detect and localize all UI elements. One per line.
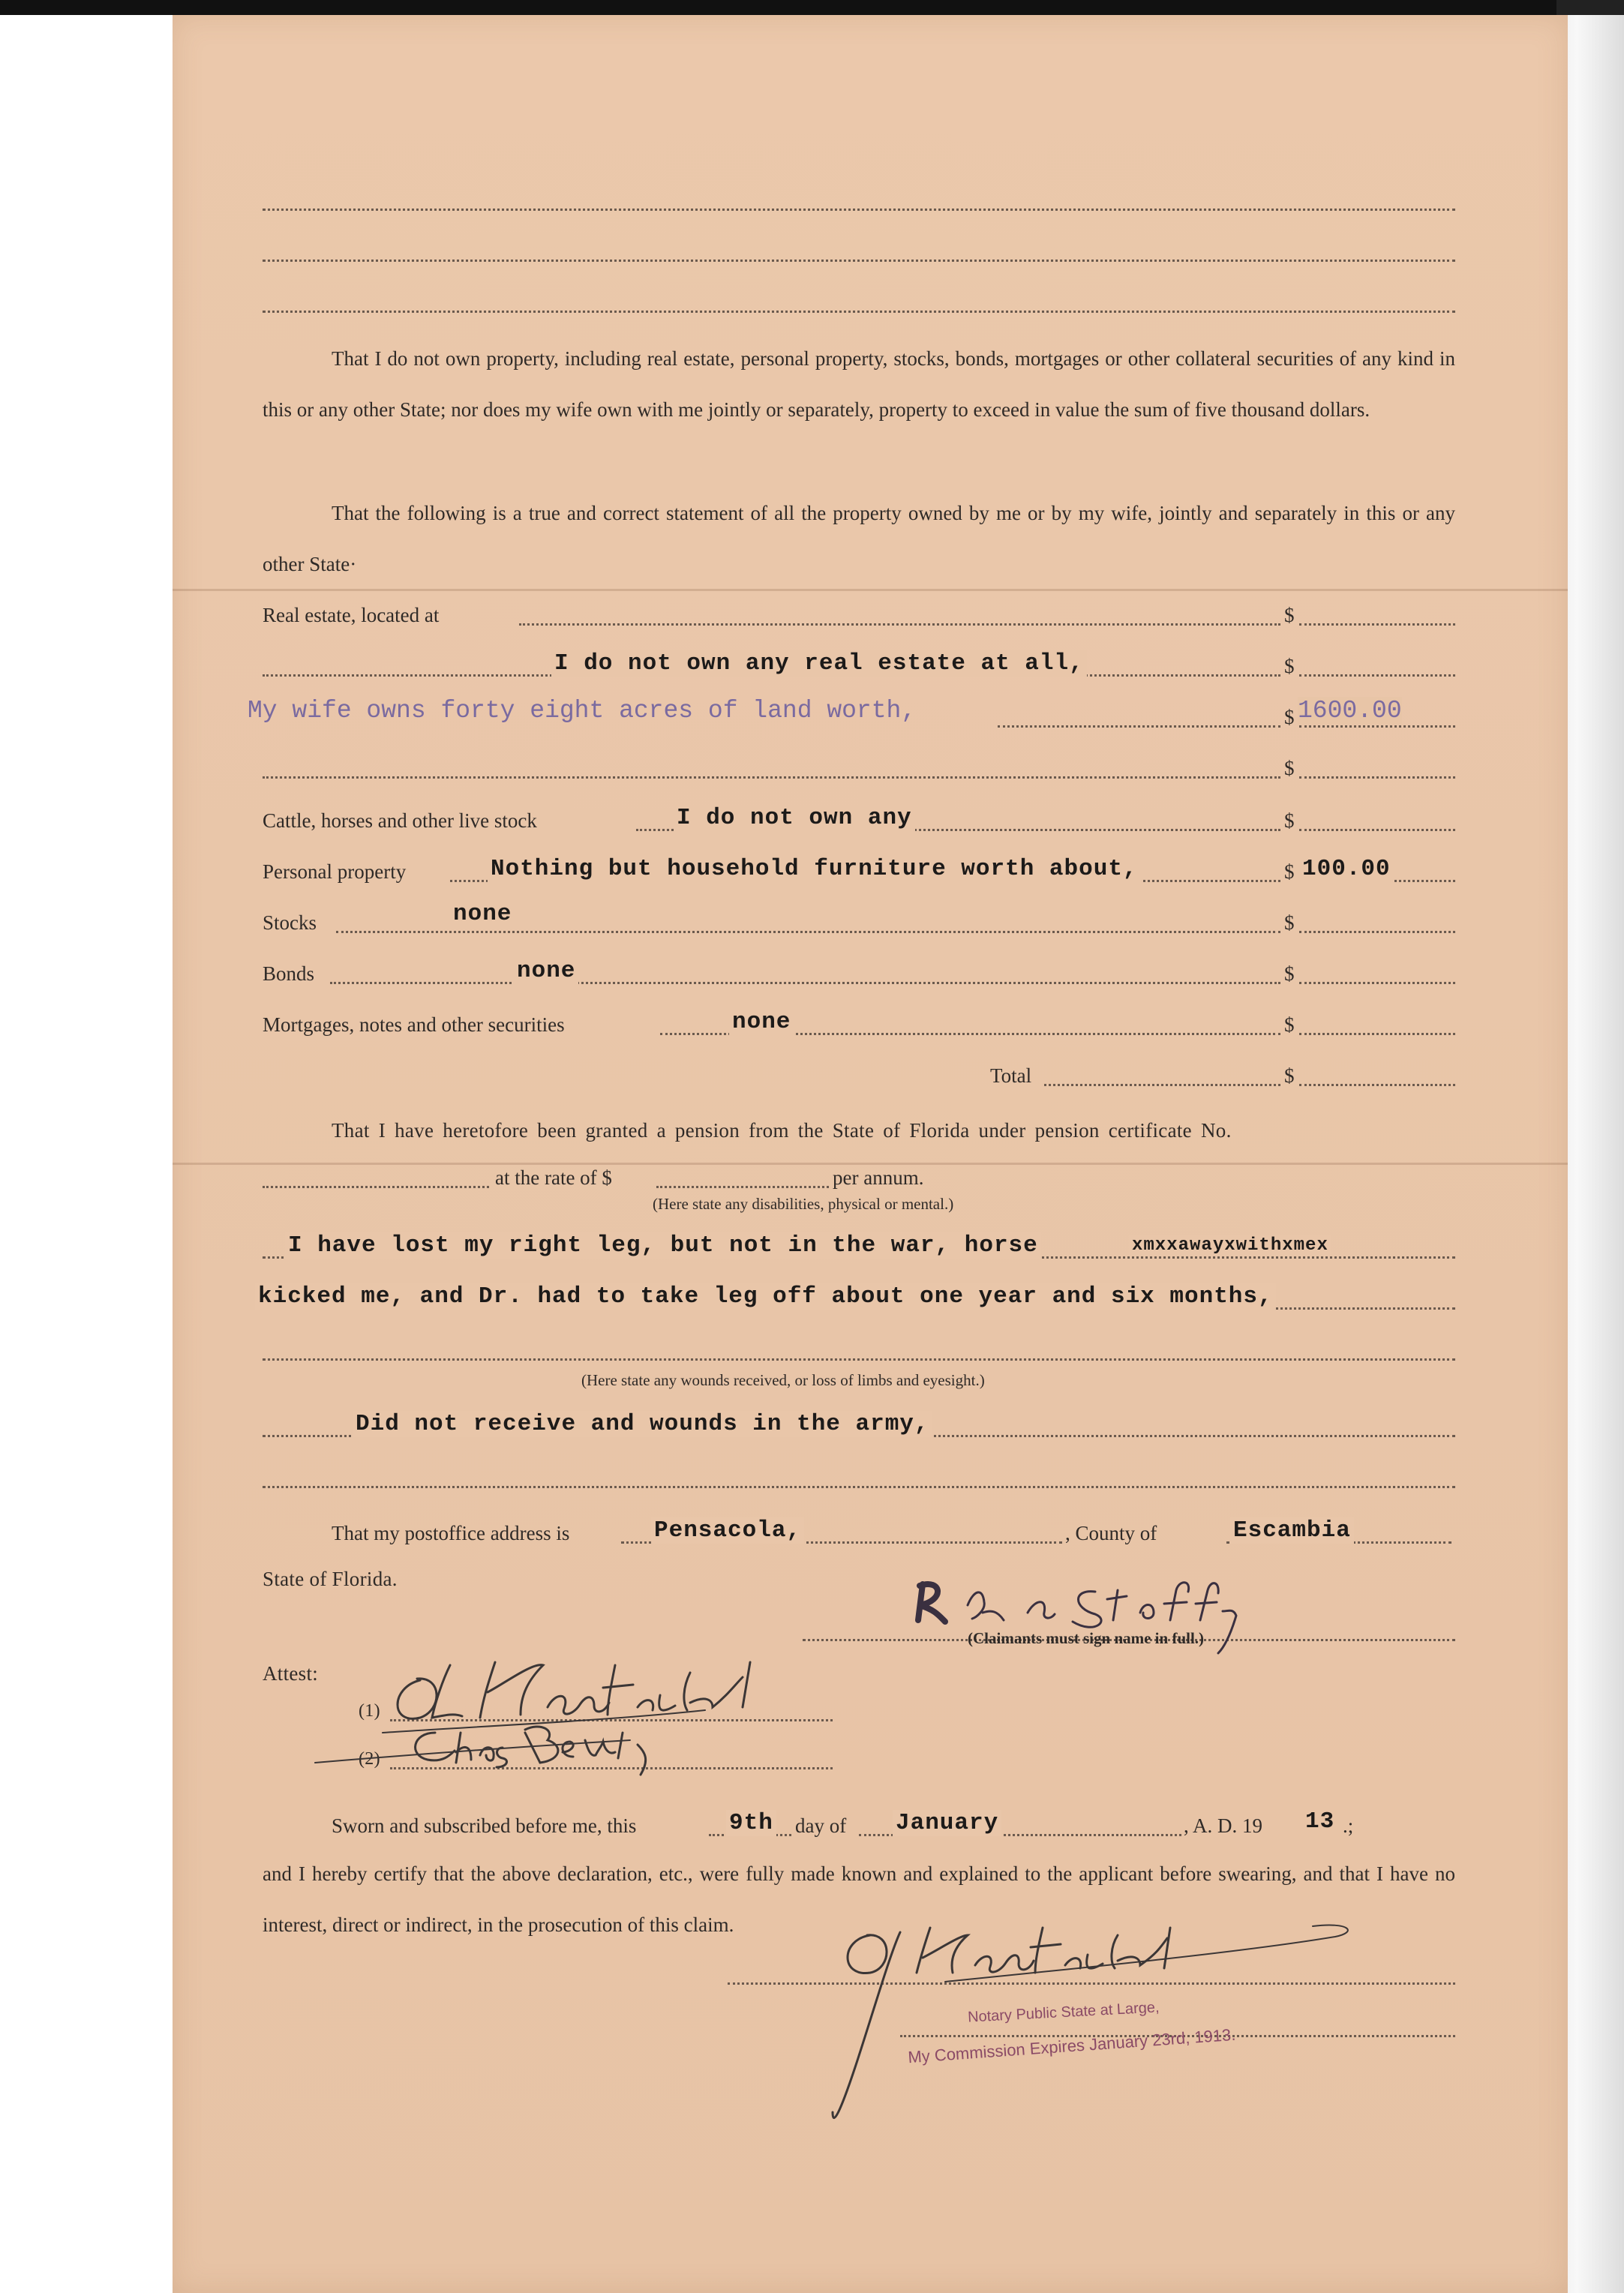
livestock-value: I do not own any — [674, 805, 915, 831]
claimant-hint: (Claimants must sign name in full.) — [968, 1629, 1205, 1647]
disability-text-2: kicked me, and Dr. had to take leg off about one year and six months, — [255, 1283, 1276, 1310]
bonds-row: Bonds none $ — [263, 957, 1455, 987]
attest-number-2: (2) — [359, 1749, 380, 1769]
rate-prefix: at the rate of $ — [495, 1166, 612, 1189]
attest-label: Attest: — [263, 1662, 319, 1685]
attest-line-2 — [390, 1767, 833, 1769]
disability-hint: (Here state any disabilities, physical or mental.) — [653, 1195, 954, 1213]
county-label: , County of — [1065, 1522, 1157, 1544]
personal-property-value: Nothing but household furniture worth about, — [488, 856, 1141, 882]
stocks-label: Stocks — [263, 911, 317, 934]
real-estate-label: Real estate, located at — [263, 604, 440, 626]
real-estate-row: Real estate, located at $ — [263, 599, 1455, 629]
scan-top-edge — [0, 0, 1624, 15]
rate-row — [263, 1161, 1455, 1191]
rate-suffix: per annum. — [833, 1166, 924, 1189]
disability-line-1 — [263, 1232, 1455, 1262]
livestock-label: Cattle, horses and other live stock — [263, 809, 537, 832]
attest-number-1: (1) — [359, 1701, 380, 1721]
blank-line — [263, 311, 1455, 313]
blank-line — [263, 209, 1455, 211]
wife-land-line: My wife owns forty eight acres of land worth, $ 1600.00 — [263, 701, 1455, 731]
sworn-day: 9th — [726, 1810, 776, 1836]
stocks-value: none — [450, 901, 515, 927]
claimant-signature-line — [263, 1614, 1455, 1644]
wife-land-text: My wife owns forty eight acres of land worth, — [248, 697, 917, 725]
sworn-month: January — [893, 1810, 1001, 1836]
personal-property-label: Personal property — [263, 860, 407, 883]
disability-line-2 — [258, 1283, 1455, 1313]
address-city: Pensacola, — [651, 1517, 804, 1544]
disability-struck-text: xmxxawayxwithxmex — [1129, 1235, 1331, 1256]
bonds-label: Bonds — [263, 962, 315, 985]
total-row: Total $ — [263, 1059, 1455, 1089]
wounds-hint: (Here state any wounds received, or loss of limbs and eyesight.) — [581, 1371, 985, 1389]
following-statement: That the following is a true and correct statement of all the property owned by me or by my wife, jointly and separately in this or any other State· — [263, 502, 1455, 575]
sworn-day-label: day of — [795, 1814, 847, 1837]
blank-line — [263, 260, 1455, 262]
notary-title-stamp: Notary Public State at Large, — [967, 1999, 1160, 2026]
personal-property-row: Personal property Nothing but household furniture worth about, $ 100.00 — [263, 855, 1455, 885]
stocks-row: Stocks none $ — [263, 906, 1455, 936]
sworn-prefix: Sworn and subscribed before me, this — [332, 1814, 637, 1837]
pension-statement: That I have heretofore been granted a pension from the State of Florida under pension certificate No. — [332, 1119, 1232, 1142]
real-estate-line-1: I do not own any real estate at all, $ — [263, 650, 1455, 680]
sworn-year: 13 — [1305, 1808, 1335, 1835]
property-statement: That I do not own property, including real estate, personal property, stocks, bonds, mortgages or other collateral securities of any kind in this or any other State; nor does my wife own with me jointly or separately, property to exceed in value the sum of five thousand dollars. — [263, 347, 1455, 421]
mortgages-label: Mortgages, notes and other securities — [263, 1013, 565, 1036]
mortgages-row: Mortgages, notes and other securities none $ — [263, 1008, 1455, 1038]
real-estate-value: I do not own any real estate at all, — [551, 650, 1087, 677]
notary-commission-stamp: My Commission Expires January 23rd, 1913. — [907, 2024, 1237, 2067]
state-of-florida: State of Florida. — [263, 1568, 398, 1590]
document-page — [173, 15, 1568, 2293]
notary-title-line — [263, 2010, 1455, 2040]
wounds-text: Did not receive and wounds in the army, — [353, 1411, 932, 1437]
address-prefix: That my postoffice address is — [332, 1522, 570, 1544]
attest-line-1 — [390, 1719, 833, 1721]
disability-line-3 — [263, 1334, 1455, 1364]
disability-text-1: I have lost my right leg, but not in the war, horse — [285, 1232, 1041, 1259]
certify-statement: and I hereby certify that the above declaration, etc., were fully made known and explained to the applicant before swearing, and that I have no interest, direct or indirect, in the prosecution of this claim. — [263, 1862, 1455, 1936]
address-county: Escambia — [1230, 1517, 1354, 1544]
sworn-ad: , A. D. 19 — [1184, 1814, 1263, 1837]
livestock-row: Cattle, horses and other live stock I do not own any $ — [263, 804, 1455, 834]
real-estate-line-3: $ — [263, 752, 1455, 782]
address-row — [263, 1517, 1455, 1547]
personal-property-amount: 100.00 — [1299, 856, 1394, 882]
wife-land-value: 1600.00 — [1298, 697, 1402, 725]
bonds-value: none — [514, 958, 578, 984]
sworn-row: Sworn and subscribed before me, this 9th day of January , A. D. 19 13 .; — [332, 1808, 1354, 1837]
total-label: Total — [990, 1064, 1032, 1087]
mortgages-value: none — [729, 1009, 794, 1035]
wounds-line-2 — [263, 1461, 1455, 1491]
wounds-line-1 — [263, 1410, 1455, 1440]
